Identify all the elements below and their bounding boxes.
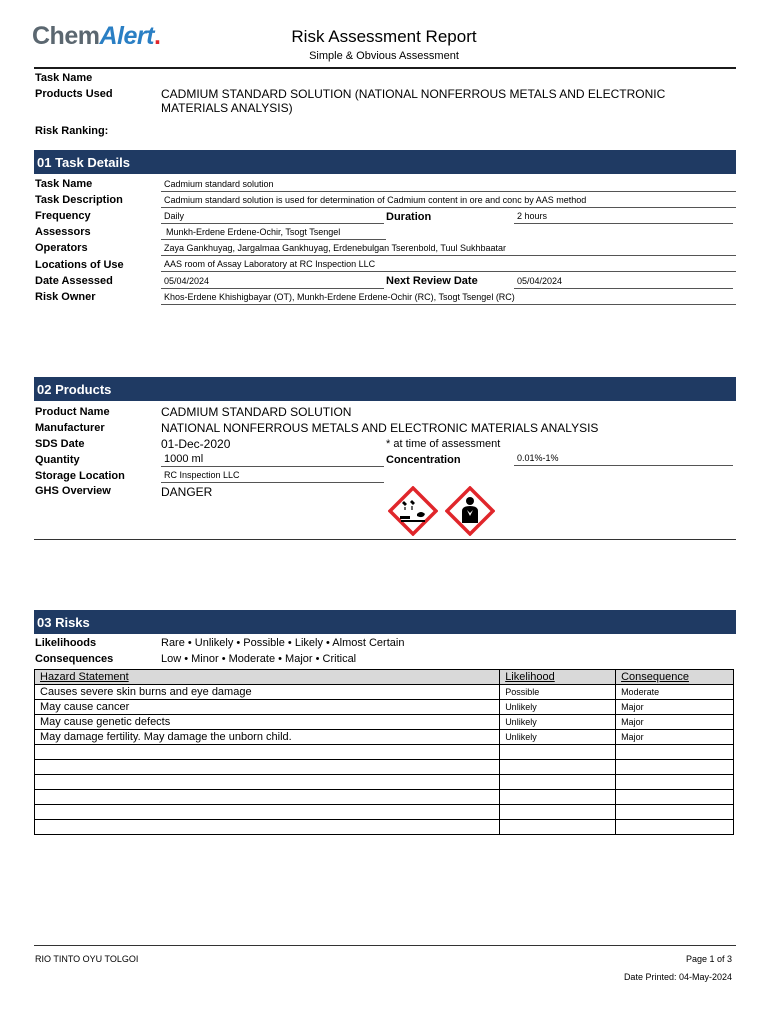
date-assessed-label: Date Assessed bbox=[35, 275, 113, 287]
task-description-label: Task Description bbox=[35, 194, 123, 206]
quantity-value: 1000 ml bbox=[161, 453, 384, 467]
hazard-table-header bbox=[35, 670, 734, 685]
products-section-divider bbox=[34, 539, 736, 540]
ghs05-corrosion-icon bbox=[388, 486, 438, 536]
hazard-statement-cell bbox=[35, 775, 500, 790]
consequence-cell: Major bbox=[616, 700, 734, 715]
likelihood-cell bbox=[500, 775, 616, 790]
table-row bbox=[35, 805, 734, 820]
table-row bbox=[35, 685, 734, 700]
locations-label: Locations of Use bbox=[35, 259, 124, 271]
frequency-label: Frequency bbox=[35, 210, 91, 222]
table-row bbox=[35, 715, 734, 730]
product-name-value: CADMIUM STANDARD SOLUTION bbox=[161, 405, 352, 419]
consequence-cell bbox=[616, 760, 734, 775]
logo-dot: . bbox=[153, 22, 161, 50]
quantity-label: Quantity bbox=[35, 454, 80, 466]
hazard-statement-cell: May cause cancer bbox=[35, 700, 500, 715]
sds-date-value: 01-Dec-2020 bbox=[161, 437, 231, 451]
assessors-label: Assessors bbox=[35, 226, 91, 238]
hazard-statement-cell bbox=[35, 820, 500, 835]
likelihoods-label: Likelihoods bbox=[35, 637, 97, 649]
concentration-value: 0.01%-1% bbox=[514, 453, 733, 466]
consequence-cell bbox=[616, 775, 734, 790]
operators-value: Zaya Gankhuyag, Jargalmaa Gankhuyag, Erdenebulgan Tserenbold, Tuul Sukhbaatar bbox=[161, 243, 736, 256]
footer-page-number: Page 1 of 3 bbox=[685, 954, 732, 964]
report-subtitle: Simple & Obvious Assessment bbox=[309, 50, 459, 62]
hazard-statement-cell bbox=[35, 760, 500, 775]
next-review-label: Next Review Date bbox=[386, 275, 478, 287]
hazard-statement-cell: May damage fertility. May damage the unborn child. bbox=[35, 730, 500, 745]
likelihood-cell bbox=[500, 790, 616, 805]
table-row bbox=[35, 820, 734, 835]
header-divider bbox=[34, 67, 736, 69]
likelihood-cell: Unlikely bbox=[500, 700, 616, 715]
locations-value: AAS room of Assay Laboratory at RC Inspection LLC bbox=[161, 259, 736, 272]
table-row bbox=[35, 760, 734, 775]
hazard-statement-cell bbox=[35, 790, 500, 805]
next-review-value: 05/04/2024 bbox=[514, 276, 733, 289]
frequency-value: Daily bbox=[161, 211, 384, 224]
summary-task-name-label: Task Name bbox=[35, 72, 93, 84]
ghs-signal-word: DANGER bbox=[161, 485, 213, 499]
product-name-label: Product Name bbox=[35, 406, 110, 418]
footer-date-printed: Date Printed: 04-May-2024 bbox=[623, 972, 732, 982]
column-header-hazard-statement: Hazard Statement bbox=[35, 670, 500, 685]
risk-owner-label: Risk Owner bbox=[35, 291, 96, 303]
task-name-label: Task Name bbox=[35, 178, 93, 190]
summary-risk-ranking-label: Risk Ranking: bbox=[35, 125, 109, 137]
sds-date-note: * at time of assessment bbox=[386, 438, 501, 450]
logo-text-alert: Alert bbox=[99, 22, 154, 50]
summary-products-used-label: Products Used bbox=[35, 88, 113, 100]
section-title-products: 02 Products bbox=[37, 382, 112, 397]
consequence-cell: Moderate bbox=[616, 685, 734, 700]
likelihoods-value: Rare • Unlikely • Possible • Likely • Almost Certain bbox=[161, 637, 405, 649]
footer-company: RIO TINTO OYU TOLGOI bbox=[35, 954, 139, 964]
table-row bbox=[35, 745, 734, 760]
likelihood-cell bbox=[500, 820, 616, 835]
task-name-value: Cadmium standard solution bbox=[161, 179, 736, 192]
summary-products-used-value: CADMIUM STANDARD SOLUTION (NATIONAL NONFERROUS METALS AND ELECTRONIC MATERIALS ANALYSIS) bbox=[161, 87, 666, 115]
section-header-risks bbox=[34, 610, 736, 634]
likelihood-cell: Unlikely bbox=[500, 715, 616, 730]
likelihood-cell bbox=[500, 805, 616, 820]
likelihood-cell: Possible bbox=[500, 685, 616, 700]
consequence-cell bbox=[616, 805, 734, 820]
hazard-statement-cell bbox=[35, 805, 500, 820]
consequence-cell bbox=[616, 745, 734, 760]
date-assessed-value: 05/04/2024 bbox=[161, 276, 384, 289]
task-description-value: Cadmium standard solution is used for determination of Cadmium content in ore and conc by AAS method bbox=[161, 195, 736, 208]
section-header-products bbox=[34, 377, 736, 401]
chemalert-logo bbox=[32, 22, 160, 51]
table-row bbox=[35, 730, 734, 745]
operators-label: Operators bbox=[35, 242, 88, 254]
table-row bbox=[35, 775, 734, 790]
sds-date-label: SDS Date bbox=[35, 438, 85, 450]
consequences-value: Low • Minor • Moderate • Major • Critical bbox=[161, 653, 357, 665]
section-title-risks: 03 Risks bbox=[37, 615, 90, 630]
ghs-overview-label: GHS Overview bbox=[35, 485, 111, 497]
report-title: Risk Assessment Report bbox=[291, 27, 477, 46]
consequence-cell bbox=[616, 790, 734, 805]
section-title-task-details: 01 Task Details bbox=[37, 155, 130, 170]
hazard-statement-cell bbox=[35, 745, 500, 760]
section-header-task-details bbox=[34, 150, 736, 174]
manufacturer-value: NATIONAL NONFERROUS METALS AND ELECTRONIC MATERIALS ANALYSIS bbox=[161, 421, 599, 435]
risk-owner-value: Khos-Erdene Khishigbayar (OT), Munkh-Erdene Erdene-Ochir (RC), Tsogt Tsengel (RC) bbox=[161, 292, 736, 305]
column-header-consequence: Consequence bbox=[616, 670, 734, 685]
table-row bbox=[35, 700, 734, 715]
likelihood-cell: Unlikely bbox=[500, 730, 616, 745]
consequence-cell: Major bbox=[616, 715, 734, 730]
hazard-statement-cell: May cause genetic defects bbox=[35, 715, 500, 730]
logo-text-chem: Chem bbox=[32, 22, 100, 50]
assessors-value: Munkh-Erdene Erdene-Ochir, Tsogt Tsengel bbox=[161, 227, 386, 240]
column-header-likelihood: Likelihood bbox=[500, 670, 616, 685]
storage-location-value: RC Inspection LLC bbox=[161, 470, 384, 483]
consequence-cell bbox=[616, 820, 734, 835]
ghs08-health-hazard-icon bbox=[445, 486, 495, 536]
table-row bbox=[35, 790, 734, 805]
manufacturer-label: Manufacturer bbox=[35, 422, 105, 434]
consequences-label: Consequences bbox=[35, 653, 114, 665]
duration-label: Duration bbox=[386, 211, 432, 223]
hazard-table bbox=[34, 669, 734, 835]
hazard-statement-cell: Causes severe skin burns and eye damage bbox=[35, 685, 500, 700]
likelihood-cell bbox=[500, 760, 616, 775]
duration-value: 2 hours bbox=[514, 211, 733, 224]
consequence-cell: Major bbox=[616, 730, 734, 745]
footer-divider bbox=[34, 945, 736, 946]
likelihood-cell bbox=[500, 745, 616, 760]
concentration-label: Concentration bbox=[386, 454, 461, 466]
storage-location-label: Storage Location bbox=[35, 470, 125, 482]
